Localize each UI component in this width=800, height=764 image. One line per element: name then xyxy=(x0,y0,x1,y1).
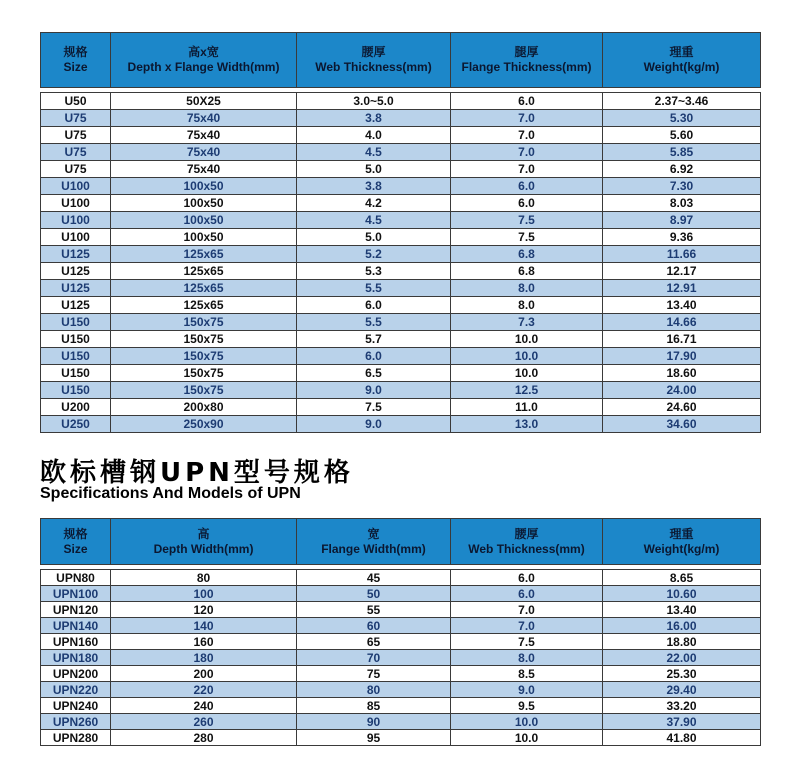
table-cell: U100 xyxy=(41,229,111,246)
table-row xyxy=(41,730,761,746)
table-cell: U150 xyxy=(41,382,111,399)
table-row xyxy=(41,382,761,399)
table-cell: 6.0 xyxy=(451,570,603,586)
table-row xyxy=(41,280,761,297)
table-cell: 9.0 xyxy=(297,416,451,433)
table-cell: 6.8 xyxy=(451,246,603,263)
table-cell: 100 xyxy=(111,586,297,602)
table-cell: 70 xyxy=(297,650,451,666)
table-cell: 50X25 xyxy=(111,93,297,110)
table-cell: 55 xyxy=(297,602,451,618)
table-cell: UPN120 xyxy=(41,602,111,618)
table-cell: 150x75 xyxy=(111,382,297,399)
column-header xyxy=(451,33,603,88)
table-cell: 5.0 xyxy=(297,229,451,246)
table-cell: 220 xyxy=(111,682,297,698)
table-cell: 80 xyxy=(297,682,451,698)
table-cell: 60 xyxy=(297,618,451,634)
table-cell: 9.0 xyxy=(297,382,451,399)
column-header-cn: 腰厚 xyxy=(514,526,539,541)
table-cell: U150 xyxy=(41,314,111,331)
table-cell: 6.0 xyxy=(451,93,603,110)
table-cell: 18.60 xyxy=(603,365,761,382)
table-cell: 6.0 xyxy=(451,586,603,602)
table-row xyxy=(41,586,761,602)
table-cell: 29.40 xyxy=(603,682,761,698)
table-cell: UPN260 xyxy=(41,714,111,730)
table-cell: UPN80 xyxy=(41,570,111,586)
table-cell: 8.0 xyxy=(451,297,603,314)
table-cell: 7.30 xyxy=(603,178,761,195)
column-header-cn: 宽 xyxy=(367,526,380,541)
column-header-cn: 理重 xyxy=(669,526,694,541)
table-cell: 125x65 xyxy=(111,280,297,297)
table-cell: 200x80 xyxy=(111,399,297,416)
table-cell: 5.5 xyxy=(297,280,451,297)
table-cell: 7.0 xyxy=(451,110,603,127)
table-cell: 5.3 xyxy=(297,263,451,280)
table-cell: U100 xyxy=(41,212,111,229)
table-cell: 100x50 xyxy=(111,178,297,195)
table-cell: 16.71 xyxy=(603,331,761,348)
column-header-cn: 规格 xyxy=(63,526,88,541)
table-cell: 7.0 xyxy=(451,618,603,634)
table-cell: 150x75 xyxy=(111,314,297,331)
table-cell: 6.0 xyxy=(451,178,603,195)
column-header xyxy=(603,33,761,88)
table-cell: UPN100 xyxy=(41,586,111,602)
table-cell: U75 xyxy=(41,110,111,127)
table-cell: 8.03 xyxy=(603,195,761,212)
table-cell: 8.5 xyxy=(451,666,603,682)
table-cell: U250 xyxy=(41,416,111,433)
table-cell: UPN140 xyxy=(41,618,111,634)
column-header-cn: 高x宽 xyxy=(188,45,219,59)
table-cell: 6.8 xyxy=(451,263,603,280)
table-cell: 7.0 xyxy=(451,144,603,161)
table-cell: 5.7 xyxy=(297,331,451,348)
table-cell: 45 xyxy=(297,570,451,586)
column-header xyxy=(297,519,451,565)
table-cell: 13.40 xyxy=(603,602,761,618)
table-cell: UPN180 xyxy=(41,650,111,666)
column-header-cn: 理重 xyxy=(669,45,694,59)
table-cell: 18.80 xyxy=(603,634,761,650)
table-row xyxy=(41,314,761,331)
table-row xyxy=(41,570,761,586)
table-cell: 6.5 xyxy=(297,365,451,382)
column-header xyxy=(297,33,451,88)
table-row xyxy=(41,127,761,144)
table-cell: 75x40 xyxy=(111,144,297,161)
table-cell: 7.5 xyxy=(451,634,603,650)
column-header-en: Flange Thickness(mm) xyxy=(461,60,592,74)
table-row xyxy=(41,698,761,714)
table-cell: 65 xyxy=(297,634,451,650)
table-cell: UPN220 xyxy=(41,682,111,698)
table-row xyxy=(41,93,761,110)
table-row xyxy=(41,331,761,348)
table-cell: U100 xyxy=(41,178,111,195)
table-cell: 24.60 xyxy=(603,399,761,416)
column-header xyxy=(41,519,111,565)
table-cell: 22.00 xyxy=(603,650,761,666)
table-cell: 7.3 xyxy=(451,314,603,331)
table-cell: 200 xyxy=(111,666,297,682)
table-cell: UPN240 xyxy=(41,698,111,714)
table-cell: 34.60 xyxy=(603,416,761,433)
table-body xyxy=(41,88,761,433)
table-cell: 180 xyxy=(111,650,297,666)
column-header-cn: 高 xyxy=(197,526,210,541)
table-cell: 140 xyxy=(111,618,297,634)
table-cell: 16.00 xyxy=(603,618,761,634)
table-cell: 150x75 xyxy=(111,331,297,348)
table-cell: 5.2 xyxy=(297,246,451,263)
table-cell: 8.65 xyxy=(603,570,761,586)
table-cell: U75 xyxy=(41,144,111,161)
table-cell: 75x40 xyxy=(111,161,297,178)
table-row xyxy=(41,229,761,246)
table-row xyxy=(41,178,761,195)
table-cell: 7.5 xyxy=(451,229,603,246)
table-cell: 11.66 xyxy=(603,246,761,263)
table-cell: U125 xyxy=(41,297,111,314)
table-cell: 3.8 xyxy=(297,178,451,195)
table-cell: U150 xyxy=(41,365,111,382)
table-cell: 4.0 xyxy=(297,127,451,144)
table-row xyxy=(41,297,761,314)
column-header-en: Web Thickness(mm) xyxy=(315,60,432,74)
table-cell: 12.91 xyxy=(603,280,761,297)
table-header-row xyxy=(41,33,761,88)
table-cell: 240 xyxy=(111,698,297,714)
table-row xyxy=(41,144,761,161)
table-row xyxy=(41,365,761,382)
table-cell: 33.20 xyxy=(603,698,761,714)
column-header-en: Depth Width(mm) xyxy=(153,541,254,556)
table-cell: 13.40 xyxy=(603,297,761,314)
table-cell: 11.0 xyxy=(451,399,603,416)
table-cell: 6.92 xyxy=(603,161,761,178)
table-cell: 8.0 xyxy=(451,650,603,666)
table-cell: U125 xyxy=(41,246,111,263)
table-cell: 5.5 xyxy=(297,314,451,331)
table-cell: 3.8 xyxy=(297,110,451,127)
table-cell: 12.5 xyxy=(451,382,603,399)
table-cell: 125x65 xyxy=(111,263,297,280)
table-cell: 24.00 xyxy=(603,382,761,399)
column-header xyxy=(111,519,297,565)
table-cell: 5.0 xyxy=(297,161,451,178)
table-cell: 4.5 xyxy=(297,212,451,229)
column-header-cn: 腿厚 xyxy=(514,45,539,59)
table-cell: 10.0 xyxy=(451,714,603,730)
column-header-en: Flange Width(mm) xyxy=(321,541,426,556)
table-row xyxy=(41,416,761,433)
table-cell: 4.5 xyxy=(297,144,451,161)
table-cell: 5.85 xyxy=(603,144,761,161)
table-header-row xyxy=(41,519,761,565)
column-header xyxy=(451,519,603,565)
table-cell: U125 xyxy=(41,280,111,297)
table-cell: 9.36 xyxy=(603,229,761,246)
table-cell: 7.0 xyxy=(451,127,603,144)
table-cell: 8.0 xyxy=(451,280,603,297)
table-cell: 125x65 xyxy=(111,297,297,314)
table-cell: 120 xyxy=(111,602,297,618)
table-row xyxy=(41,195,761,212)
table-cell: 75x40 xyxy=(111,127,297,144)
table-row xyxy=(41,399,761,416)
table-cell: 10.0 xyxy=(451,331,603,348)
table-row xyxy=(41,263,761,280)
table-cell: 50 xyxy=(297,586,451,602)
column-header-en: Web Thickness(mm) xyxy=(468,541,585,556)
table-cell: U150 xyxy=(41,348,111,365)
table-cell: 9.0 xyxy=(451,682,603,698)
table-cell: 6.0 xyxy=(297,348,451,365)
table-row xyxy=(41,212,761,229)
table-cell: 13.0 xyxy=(451,416,603,433)
table-cell: 125x65 xyxy=(111,246,297,263)
table-cell: U75 xyxy=(41,127,111,144)
table-row xyxy=(41,602,761,618)
section-heading: 欧标槽钢UPN型号规格 xyxy=(40,458,354,488)
table-row xyxy=(41,650,761,666)
column-header-cn: 规格 xyxy=(63,45,88,59)
table-cell: 10.60 xyxy=(603,586,761,602)
table-cell: 6.0 xyxy=(297,297,451,314)
table-cell: 14.66 xyxy=(603,314,761,331)
table-row xyxy=(41,618,761,634)
table-row xyxy=(41,714,761,730)
table-cell: U75 xyxy=(41,161,111,178)
table-cell: 9.5 xyxy=(451,698,603,714)
column-header-cn: 腰厚 xyxy=(361,45,386,59)
column-header xyxy=(41,33,111,88)
table-cell: 5.30 xyxy=(603,110,761,127)
column-header-en: Size xyxy=(63,541,88,556)
section-subheading: Specifications And Models of UPN xyxy=(40,485,301,502)
table-cell: UPN160 xyxy=(41,634,111,650)
table-cell: 7.0 xyxy=(451,161,603,178)
upn-spec-table xyxy=(40,518,761,746)
table-cell: 2.37~3.46 xyxy=(603,93,761,110)
table-cell: 90 xyxy=(297,714,451,730)
table-cell: U100 xyxy=(41,195,111,212)
column-header-en: Weight(kg/m) xyxy=(643,541,720,556)
table-cell: 6.0 xyxy=(451,195,603,212)
table-cell: 3.0~5.0 xyxy=(297,93,451,110)
table-row xyxy=(41,348,761,365)
table-row xyxy=(41,110,761,127)
table-cell: 10.0 xyxy=(451,730,603,746)
table-cell: 5.60 xyxy=(603,127,761,144)
column-header-en: Size xyxy=(63,60,88,74)
table-cell: 150x75 xyxy=(111,348,297,365)
table-cell: U150 xyxy=(41,331,111,348)
u-channel-spec-table xyxy=(40,32,761,433)
table-cell: 41.80 xyxy=(603,730,761,746)
table-cell: 160 xyxy=(111,634,297,650)
table-cell: 25.30 xyxy=(603,666,761,682)
column-header-en: Weight(kg/m) xyxy=(643,60,720,74)
table-body xyxy=(41,565,761,746)
table-cell: 4.2 xyxy=(297,195,451,212)
table-cell: 85 xyxy=(297,698,451,714)
table-row xyxy=(41,634,761,650)
table-cell: 75x40 xyxy=(111,110,297,127)
column-header-en: Depth x Flange Width(mm) xyxy=(127,60,280,74)
table-cell: 7.5 xyxy=(451,212,603,229)
table-cell: 150x75 xyxy=(111,365,297,382)
table-cell: 75 xyxy=(297,666,451,682)
table-cell: UPN200 xyxy=(41,666,111,682)
table-cell: 260 xyxy=(111,714,297,730)
table-row xyxy=(41,682,761,698)
table-cell: 80 xyxy=(111,570,297,586)
table-cell: 12.17 xyxy=(603,263,761,280)
table-row xyxy=(41,161,761,178)
table-row xyxy=(41,666,761,682)
table-cell: 95 xyxy=(297,730,451,746)
column-header xyxy=(603,519,761,565)
table-cell: U200 xyxy=(41,399,111,416)
table-cell: 250x90 xyxy=(111,416,297,433)
table-cell: U50 xyxy=(41,93,111,110)
table-cell: 8.97 xyxy=(603,212,761,229)
column-header xyxy=(111,33,297,88)
table-cell: 17.90 xyxy=(603,348,761,365)
table-cell: 100x50 xyxy=(111,229,297,246)
table-cell: 280 xyxy=(111,730,297,746)
table-cell: 10.0 xyxy=(451,348,603,365)
table-cell: U125 xyxy=(41,263,111,280)
table-cell: UPN280 xyxy=(41,730,111,746)
table-cell: 100x50 xyxy=(111,212,297,229)
table-cell: 7.5 xyxy=(297,399,451,416)
table-cell: 10.0 xyxy=(451,365,603,382)
table-cell: 37.90 xyxy=(603,714,761,730)
table-cell: 100x50 xyxy=(111,195,297,212)
table-row xyxy=(41,246,761,263)
table-cell: 7.0 xyxy=(451,602,603,618)
